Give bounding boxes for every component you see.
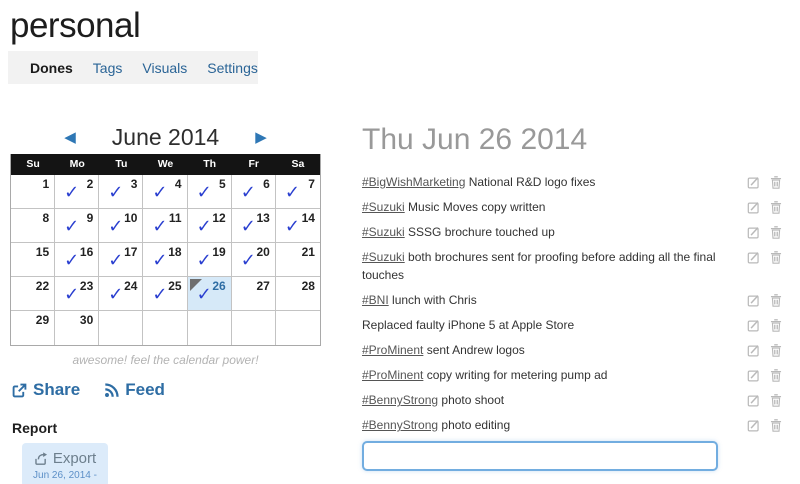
done-tag-link[interactable]: #BNI — [362, 293, 389, 307]
done-tag-link[interactable]: #Suzuki — [362, 225, 405, 239]
calendar-day-4[interactable] — [143, 175, 187, 209]
done-item-text: #ProMinent copy writing for metering pump ad — [362, 368, 608, 382]
done-tag-link[interactable]: #ProMinent — [362, 368, 424, 382]
done-item-text: #Suzuki Music Moves copy written — [362, 200, 546, 214]
content — [10, 122, 800, 484]
calendar-day-empty — [143, 311, 187, 345]
day-number: 23 — [79, 279, 94, 293]
calendar-day-30[interactable] — [55, 311, 99, 345]
day-number: 6 — [263, 177, 270, 191]
export-icon — [34, 452, 48, 465]
feed-label: Feed — [125, 380, 165, 399]
check-icon: ✓ — [152, 250, 168, 270]
feed-link[interactable] — [104, 380, 165, 400]
done-list — [362, 173, 782, 434]
calendar-day-29[interactable] — [11, 311, 55, 345]
delete-icon[interactable] — [770, 319, 782, 332]
day-number: 24 — [124, 279, 138, 293]
tab-settings[interactable]: Settings — [207, 59, 258, 76]
day-number: 11 — [168, 211, 182, 225]
done-item — [362, 341, 782, 359]
done-item-actions — [747, 316, 782, 332]
calendar-day-16[interactable] — [55, 243, 99, 277]
edit-icon[interactable] — [747, 251, 760, 264]
export-button[interactable] — [22, 443, 108, 484]
day-number: 19 — [212, 245, 226, 259]
done-item — [362, 223, 782, 241]
day-header-th: Th — [203, 158, 217, 170]
done-item-actions — [747, 291, 782, 307]
check-icon: ✓ — [284, 182, 300, 202]
new-done-input[interactable] — [362, 441, 718, 471]
done-item — [362, 391, 782, 409]
check-icon: ✓ — [196, 250, 212, 270]
calendar-caption: awesome! feel the calendar power! — [72, 353, 259, 367]
calendar-day-5[interactable] — [188, 175, 232, 209]
selected-date-heading: Thu Jun 26 2014 — [362, 123, 588, 156]
calendar-day-empty — [188, 311, 232, 345]
calendar-day-24[interactable] — [99, 277, 143, 311]
check-icon: ✓ — [152, 216, 168, 236]
done-item-actions — [747, 198, 782, 214]
export-label: Export — [52, 450, 97, 467]
calendar-day-15[interactable] — [11, 243, 55, 277]
delete-icon[interactable] — [770, 176, 782, 189]
calendar-day-12[interactable] — [188, 209, 232, 243]
day-header-tu: Tu — [115, 158, 128, 170]
day-number: 25 — [168, 279, 182, 293]
delete-icon[interactable] — [770, 369, 782, 382]
day-number: 9 — [86, 211, 94, 225]
check-icon: ✓ — [64, 216, 80, 236]
calendar-day-empty — [99, 311, 143, 345]
day-number: 17 — [124, 245, 138, 259]
tab-dones[interactable]: Dones — [30, 59, 73, 76]
day-number: 29 — [35, 313, 50, 327]
edit-icon[interactable] — [747, 344, 760, 357]
done-item-actions — [747, 173, 782, 189]
check-icon: ✓ — [108, 216, 124, 236]
check-icon: ✓ — [108, 182, 124, 202]
day-header-sa: Sa — [291, 158, 305, 170]
day-number: 8 — [42, 211, 50, 225]
edit-icon[interactable] — [747, 176, 760, 189]
done-item — [362, 366, 782, 384]
delete-icon[interactable] — [770, 394, 782, 407]
calendar-day-27[interactable] — [232, 277, 276, 311]
check-icon: ✓ — [240, 216, 256, 236]
done-tag-link[interactable]: #BennyStrong — [362, 418, 439, 432]
done-tag-link[interactable]: #Suzuki — [362, 250, 405, 264]
check-icon: ✓ — [152, 182, 168, 202]
calendar-day-3[interactable] — [99, 175, 143, 209]
calendar-day-19[interactable] — [188, 243, 232, 277]
calendar-day-1[interactable] — [11, 175, 55, 209]
check-icon: ✓ — [64, 250, 80, 270]
share-label: Share — [33, 380, 81, 399]
day-header-fr: Fr — [248, 158, 260, 170]
check-icon: ✓ — [152, 284, 168, 304]
calendar-day-10[interactable] — [99, 209, 143, 243]
calendar-day-25[interactable] — [143, 277, 187, 311]
done-tag-link[interactable]: #BennyStrong — [362, 393, 439, 407]
done-item-text: #Suzuki both brochures sent for proofing before adding all the final touches — [362, 250, 716, 282]
day-number: 26 — [212, 279, 226, 293]
day-number: 7 — [308, 177, 315, 191]
day-number: 3 — [130, 177, 138, 191]
delete-icon[interactable] — [770, 226, 782, 239]
done-tag-link[interactable]: #ProMinent — [362, 343, 424, 357]
check-icon: ✓ — [284, 216, 300, 236]
check-icon: ✓ — [240, 182, 256, 202]
done-item-text: #BennyStrong photo shoot — [362, 393, 505, 407]
delete-icon[interactable] — [770, 201, 782, 214]
day-number: 16 — [79, 245, 94, 259]
done-item-actions — [747, 341, 782, 357]
external-link-icon — [12, 383, 27, 398]
day-number: 18 — [168, 245, 182, 259]
export-date-range: Jun 26, 2014 - — [33, 470, 97, 481]
tab-visuals[interactable]: Visuals — [142, 59, 188, 76]
edit-icon[interactable] — [747, 294, 760, 307]
edit-icon[interactable] — [747, 394, 760, 407]
done-item — [362, 316, 782, 334]
check-icon: ✓ — [196, 284, 212, 304]
done-item-actions — [747, 248, 782, 264]
calendar-day-7[interactable] — [276, 175, 320, 209]
rss-icon — [104, 383, 119, 398]
calendar-day-14[interactable] — [276, 209, 320, 243]
edit-icon[interactable] — [747, 201, 760, 214]
next-month-icon[interactable]: ▶ — [255, 128, 267, 146]
done-item-text: #BNI lunch with Chris — [362, 293, 477, 307]
calendar-day-22[interactable] — [11, 277, 55, 311]
calendar-nav — [10, 122, 321, 152]
done-tag-link[interactable]: #Suzuki — [362, 200, 405, 214]
calendar-day-6[interactable] — [232, 175, 276, 209]
calendar-day-9[interactable] — [55, 209, 99, 243]
calendar-day-8[interactable] — [11, 209, 55, 243]
done-item — [362, 291, 782, 309]
day-number: 30 — [79, 313, 94, 327]
done-item-actions — [747, 366, 782, 382]
calendar — [10, 154, 321, 346]
done-item-actions — [747, 416, 782, 432]
done-item-actions — [747, 391, 782, 407]
share-feed-row — [12, 380, 321, 400]
calendar-day-21[interactable] — [276, 243, 320, 277]
calendar-panel — [10, 122, 321, 484]
calendar-day-26[interactable] — [188, 277, 232, 311]
day-number: 27 — [256, 279, 270, 293]
calendar-grid — [11, 175, 320, 345]
day-number: 10 — [124, 211, 138, 225]
calendar-day-18[interactable] — [143, 243, 187, 277]
delete-icon[interactable] — [770, 294, 782, 307]
done-item — [362, 173, 782, 191]
check-icon: ✓ — [64, 182, 80, 202]
day-number: 2 — [86, 177, 94, 191]
done-item — [362, 198, 782, 216]
check-icon: ✓ — [240, 250, 256, 270]
day-number: 15 — [35, 245, 50, 259]
delete-icon[interactable] — [770, 251, 782, 264]
share-link[interactable] — [12, 380, 80, 400]
check-icon: ✓ — [108, 250, 124, 270]
calendar-day-13[interactable] — [232, 209, 276, 243]
done-item-text: #BigWishMarketing National R&D logo fixes — [362, 175, 596, 189]
day-number: 28 — [301, 279, 315, 293]
done-item — [362, 416, 782, 434]
page-title: personal — [10, 6, 141, 45]
check-icon: ✓ — [64, 284, 80, 304]
report-heading: Report — [12, 420, 58, 436]
day-number: 20 — [256, 245, 270, 259]
calendar-day-20[interactable] — [232, 243, 276, 277]
check-icon: ✓ — [108, 284, 124, 304]
calendar-day-23[interactable] — [55, 277, 99, 311]
dones-panel — [362, 122, 782, 471]
done-tag-link[interactable]: #BigWishMarketing — [362, 175, 466, 189]
calendar-day-empty — [232, 311, 276, 345]
check-icon: ✓ — [196, 216, 212, 236]
edit-icon[interactable] — [747, 419, 760, 432]
prev-month-icon[interactable]: ◀ — [64, 128, 76, 146]
main-nav — [8, 51, 258, 84]
calendar-day-2[interactable] — [55, 175, 99, 209]
tab-tags[interactable]: Tags — [92, 59, 123, 76]
edit-icon[interactable] — [747, 226, 760, 239]
delete-icon[interactable] — [770, 419, 782, 432]
day-number: 12 — [212, 211, 226, 225]
done-item-text: #BennyStrong photo editing — [362, 418, 511, 432]
calendar-day-11[interactable] — [143, 209, 187, 243]
calendar-day-empty — [276, 311, 320, 345]
day-number: 21 — [301, 245, 315, 259]
delete-icon[interactable] — [770, 344, 782, 357]
day-header-su: Su — [26, 158, 40, 170]
edit-icon[interactable] — [747, 319, 760, 332]
day-number: 14 — [301, 211, 315, 225]
day-number: 5 — [219, 177, 226, 191]
calendar-month-title: June 2014 — [111, 123, 220, 150]
day-number: 13 — [256, 211, 270, 225]
day-header-mo: Mo — [69, 158, 85, 170]
calendar-day-headers — [11, 154, 320, 175]
edit-icon[interactable] — [747, 369, 760, 382]
done-item-actions — [747, 223, 782, 239]
day-number: 22 — [35, 279, 50, 293]
check-icon: ✓ — [196, 182, 212, 202]
calendar-day-28[interactable] — [276, 277, 320, 311]
done-item-text: Replaced faulty iPhone 5 at Apple Store — [362, 318, 575, 332]
done-item-text: #ProMinent sent Andrew logos — [362, 343, 525, 357]
calendar-day-17[interactable] — [99, 243, 143, 277]
done-item — [362, 248, 782, 284]
day-number: 1 — [42, 177, 50, 191]
day-header-we: We — [157, 158, 174, 170]
day-number: 4 — [174, 177, 182, 191]
done-item-text: #Suzuki SSSG brochure touched up — [362, 225, 555, 239]
